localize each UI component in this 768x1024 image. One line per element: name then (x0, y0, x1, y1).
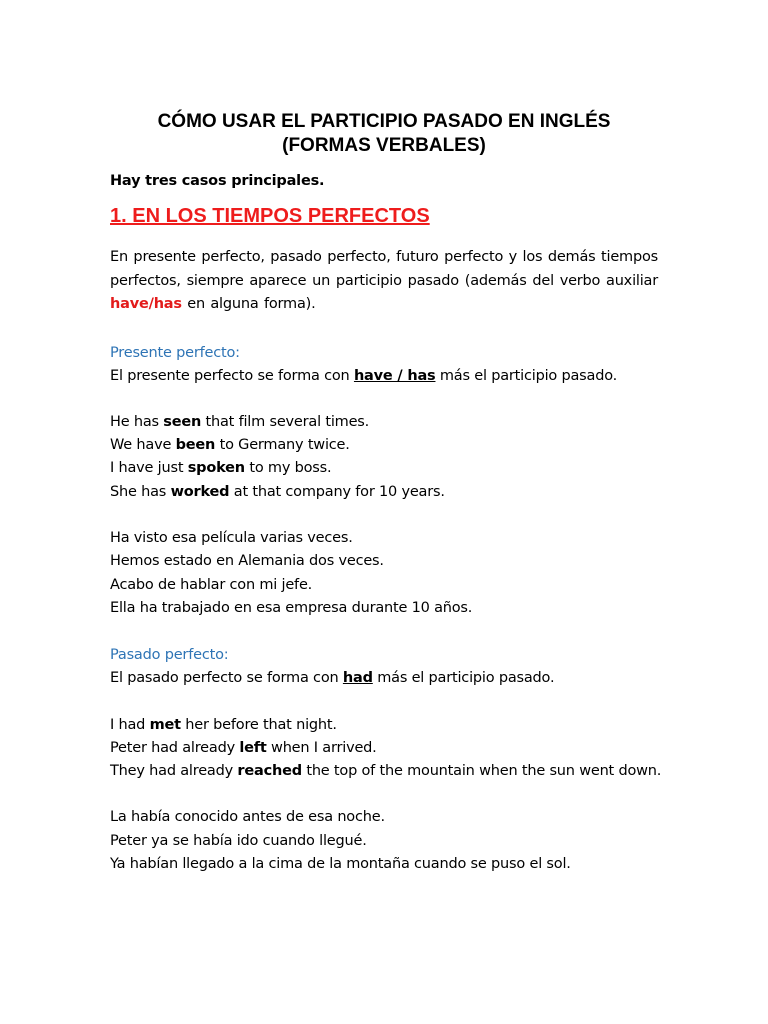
rule-text: El presente perfecto se forma con (110, 368, 354, 384)
rule-keyword: have / has (353, 368, 436, 384)
example-en (110, 714, 337, 738)
example-en (110, 481, 445, 505)
example-text: We have (110, 437, 176, 453)
participle: seen (163, 414, 202, 430)
example-es: Peter ya se había ido cuando llegué. (110, 833, 367, 849)
participle: been (175, 437, 216, 453)
example-text: the top of the mountain when the sun went down. (301, 763, 662, 779)
example-text: Peter had already (110, 740, 240, 756)
rule-text-end: más el participio pasado. (372, 670, 555, 686)
subheading-past-perfect: Pasado perfecto: (110, 647, 229, 663)
section-heading-perfect-tenses: 1. EN LOS TIEMPOS PERFECTOS (110, 205, 430, 227)
example-es: Hemos estado en Alemania dos veces. (110, 553, 384, 569)
example-text: to my boss. (244, 460, 332, 476)
example-text: He has (110, 414, 164, 430)
example-es: La había conocido antes de esa noche. (110, 809, 385, 825)
example-text: when I arrived. (266, 740, 377, 756)
example-es: Acabo de hablar con mi jefe. (110, 577, 313, 593)
document-title-line-1: CÓMO USAR EL PARTICIPIO PASADO EN INGLÉS (157, 111, 611, 132)
example-text: I had (110, 717, 150, 733)
rule-text-end: más el participio pasado. (435, 368, 618, 384)
example-text: I have just (110, 460, 188, 476)
rule-text: El pasado perfecto se forma con (110, 670, 343, 686)
example-en (110, 434, 350, 458)
intro-text: Hay tres casos principales. (110, 173, 325, 189)
example-es: Ella ha trabajado en esa empresa durante 10 años. (110, 600, 473, 616)
example-en (110, 457, 331, 481)
participle: worked (170, 484, 230, 500)
example-text: that film several times. (201, 414, 370, 430)
document-title-line-2: (FORMAS VERBALES) (282, 135, 486, 156)
example-text: to Germany twice. (215, 437, 350, 453)
rule-keyword: had (342, 670, 373, 686)
section-paragraph (110, 246, 658, 317)
participle: spoken (187, 460, 245, 476)
rule-past-perfect (110, 667, 554, 691)
example-es: Ha visto esa película varias veces. (110, 530, 353, 546)
example-text: at that company for 10 years. (229, 484, 445, 500)
paragraph-text-end: en alguna forma). (181, 296, 316, 312)
example-en (110, 411, 369, 435)
subheading-present-perfect: Presente perfecto: (110, 345, 240, 361)
example-en (110, 760, 661, 784)
participle: left (239, 740, 267, 756)
participle: reached (237, 763, 302, 779)
example-text: She has (110, 484, 171, 500)
example-en (110, 737, 377, 761)
rule-present-perfect (110, 365, 617, 389)
example-text: her before that night. (180, 717, 337, 733)
example-text: They had already (110, 763, 238, 779)
highlight-have-has: have/has (110, 296, 182, 312)
paragraph-text: En presente perfecto, pasado perfecto, futuro perfecto y los demás tiempos perfectos, siempre aparece un participio pasado (además del verbo auxiliar (110, 249, 658, 289)
example-es: Ya habían llegado a la cima de la montaña cuando se puso el sol. (110, 856, 571, 872)
participle: met (149, 717, 181, 733)
